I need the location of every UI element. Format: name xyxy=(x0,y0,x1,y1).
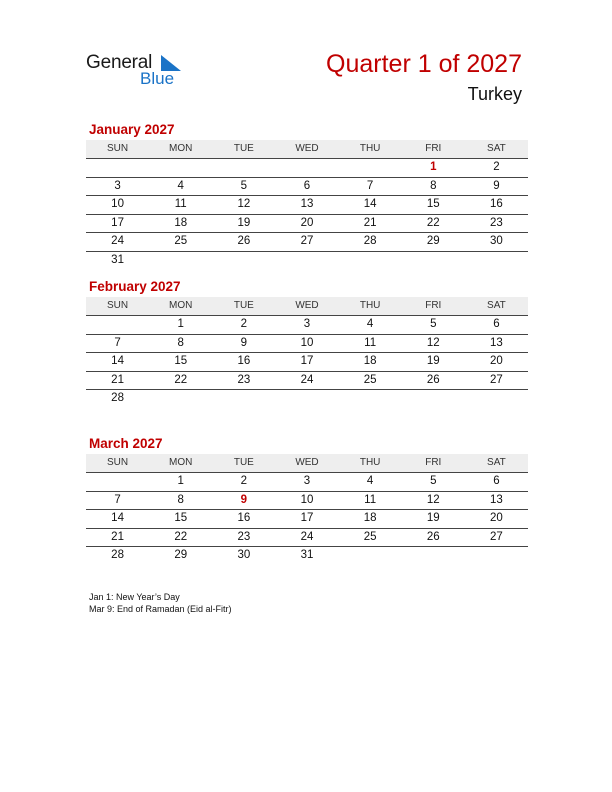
day-cell: 8 xyxy=(430,179,437,192)
day-cell: 19 xyxy=(237,216,251,229)
day-cell: 15 xyxy=(174,355,188,367)
day-cell: 5 xyxy=(240,179,248,192)
weekday-label: THU xyxy=(359,143,381,154)
day-cell: 8 xyxy=(177,336,184,349)
week-row xyxy=(86,196,528,215)
logo xyxy=(86,52,196,92)
month-title: January 2027 xyxy=(89,122,175,137)
day-cell: 7 xyxy=(114,336,121,349)
day-cell: 29 xyxy=(174,549,188,561)
day-cell: 5 xyxy=(430,318,437,330)
month-grid xyxy=(86,140,528,269)
week-row xyxy=(86,178,528,197)
day-cell: 24 xyxy=(300,530,314,543)
day-cell: 1 xyxy=(177,318,184,330)
empty-day-cell xyxy=(149,252,212,270)
empty-day-cell xyxy=(339,390,402,408)
empty-day-cell xyxy=(212,252,275,270)
day-cell: 5 xyxy=(430,475,437,487)
day-cell: 18 xyxy=(363,355,377,367)
day-cell: 1 xyxy=(177,475,184,487)
weekday-label: WED xyxy=(295,457,319,468)
day-cell: 14 xyxy=(111,355,124,367)
week-row xyxy=(86,335,528,354)
month-grid xyxy=(86,297,528,408)
week-row xyxy=(86,372,528,391)
day-cell: 22 xyxy=(174,373,188,386)
day-cell: 19 xyxy=(426,355,440,367)
weekday-label: FRI xyxy=(425,143,442,154)
empty-day-cell xyxy=(465,252,528,270)
empty-day-cell xyxy=(212,390,275,408)
day-cell: 11 xyxy=(364,336,377,349)
empty-day-cell xyxy=(402,252,465,270)
day-cell: 16 xyxy=(237,355,251,367)
day-cell: 12 xyxy=(426,336,440,349)
day-cell: 22 xyxy=(426,216,440,229)
day-cell: 18 xyxy=(174,216,188,229)
day-cell: 7 xyxy=(366,179,374,192)
day-cell: 14 xyxy=(111,512,124,524)
month-title: March 2027 xyxy=(89,436,163,451)
day-cell: 21 xyxy=(363,216,377,229)
empty-day-cell xyxy=(339,252,402,270)
day-cell: 7 xyxy=(114,493,121,506)
weekday-label: WED xyxy=(295,143,319,154)
day-cell: 9 xyxy=(240,336,248,349)
day-cell: 31 xyxy=(111,253,124,266)
day-cell: 27 xyxy=(490,530,503,543)
day-cell: 28 xyxy=(363,235,377,247)
weekday-label: TUE xyxy=(233,457,254,468)
weekday-label: TUE xyxy=(233,143,254,154)
day-cell: 29 xyxy=(426,235,440,247)
day-cell: 24 xyxy=(300,373,314,386)
day-cell: 4 xyxy=(366,318,374,330)
week-row xyxy=(86,492,528,511)
day-cell: 17 xyxy=(300,512,314,524)
day-cell: 10 xyxy=(111,198,124,210)
week-row xyxy=(86,510,528,529)
day-cell: 17 xyxy=(111,216,124,229)
month-block-february xyxy=(86,279,528,408)
logo-word-blue: Blue xyxy=(140,69,175,88)
day-cell: 11 xyxy=(174,198,187,210)
day-cell: 28 xyxy=(111,392,124,404)
day-cell: 13 xyxy=(300,198,314,210)
empty-day-cell xyxy=(339,547,402,565)
day-cell: 3 xyxy=(303,475,311,487)
day-cell: 11 xyxy=(364,493,377,506)
weekday-label: SUN xyxy=(107,300,129,311)
empty-day-cell xyxy=(465,547,528,565)
day-cell: 12 xyxy=(426,493,440,506)
day-cell: 4 xyxy=(366,475,374,487)
day-cell: 23 xyxy=(237,373,251,386)
day-cell: 24 xyxy=(111,235,124,247)
weekday-label: THU xyxy=(359,300,381,311)
empty-day-cell xyxy=(86,473,149,491)
day-cell: 31 xyxy=(300,549,314,561)
week-row xyxy=(86,529,528,548)
day-cell: 9 xyxy=(493,179,500,192)
day-cell: 8 xyxy=(177,493,184,506)
day-cell: 23 xyxy=(237,530,251,543)
day-cell: 18 xyxy=(363,512,377,524)
day-cell: 16 xyxy=(490,198,503,210)
day-cell: 30 xyxy=(237,549,251,561)
day-cell: 25 xyxy=(363,530,377,543)
empty-day-cell xyxy=(339,159,402,177)
day-cell: 26 xyxy=(426,530,440,543)
day-cell: 15 xyxy=(174,512,188,524)
weekday-label: MON xyxy=(169,143,193,154)
day-cell: 20 xyxy=(300,216,314,229)
day-cell: 6 xyxy=(493,318,500,330)
day-cell: 14 xyxy=(363,198,377,210)
weekday-label: SAT xyxy=(487,143,506,154)
day-cell: 25 xyxy=(363,373,377,386)
day-cell: 25 xyxy=(174,235,188,247)
weekday-label: TUE xyxy=(233,300,254,311)
empty-day-cell xyxy=(402,547,465,565)
weekday-header xyxy=(86,454,528,473)
month-grid xyxy=(86,454,528,565)
day-cell: 3 xyxy=(303,318,311,330)
day-cell: 2 xyxy=(240,475,248,487)
day-cell: 20 xyxy=(490,355,503,367)
day-cell: 1 xyxy=(430,161,437,173)
day-cell: 21 xyxy=(111,373,124,386)
day-cell: 28 xyxy=(111,549,124,561)
day-cell: 6 xyxy=(493,475,500,487)
day-cell: 21 xyxy=(111,530,124,543)
weekday-label: MON xyxy=(169,300,193,311)
day-cell: 30 xyxy=(490,235,503,247)
empty-day-cell xyxy=(86,316,149,334)
weekday-label: MON xyxy=(169,457,193,468)
week-row xyxy=(86,473,528,492)
day-cell: 26 xyxy=(237,235,251,247)
weekday-label: FRI xyxy=(425,457,442,468)
day-cell: 17 xyxy=(300,355,314,367)
weekday-label: WED xyxy=(295,300,319,311)
weekday-label: SUN xyxy=(107,457,129,468)
day-cell: 22 xyxy=(174,530,188,543)
empty-day-cell xyxy=(275,159,338,177)
week-row xyxy=(86,390,528,408)
day-cell: 19 xyxy=(426,512,440,524)
day-cell: 27 xyxy=(300,235,314,247)
empty-day-cell xyxy=(275,252,338,270)
weekday-header xyxy=(86,297,528,316)
week-row xyxy=(86,159,528,178)
empty-day-cell xyxy=(212,159,275,177)
day-cell: 4 xyxy=(177,179,184,192)
day-cell: 2 xyxy=(240,318,248,330)
empty-day-cell xyxy=(275,390,338,408)
weekday-header xyxy=(86,140,528,159)
day-cell: 2 xyxy=(493,161,500,173)
country-name: Turkey xyxy=(467,84,522,104)
month-block-january xyxy=(86,122,528,269)
week-row xyxy=(86,233,528,252)
day-cell: 27 xyxy=(490,373,503,386)
empty-day-cell xyxy=(465,390,528,408)
empty-day-cell xyxy=(86,159,149,177)
empty-day-cell xyxy=(149,159,212,177)
logo-word-general: General xyxy=(86,52,153,73)
month-block-march xyxy=(86,436,528,565)
week-row xyxy=(86,215,528,234)
weekday-label: SAT xyxy=(487,300,506,311)
week-row xyxy=(86,252,528,270)
week-row xyxy=(86,547,528,565)
day-cell: 6 xyxy=(303,179,311,192)
week-row xyxy=(86,316,528,335)
day-cell: 16 xyxy=(237,512,251,524)
day-cell: 20 xyxy=(490,512,503,524)
weekday-label: SAT xyxy=(487,457,506,468)
empty-day-cell xyxy=(149,390,212,408)
day-cell: 23 xyxy=(490,216,503,229)
empty-day-cell xyxy=(402,390,465,408)
weekday-label: SUN xyxy=(107,143,129,154)
day-cell: 3 xyxy=(114,179,121,192)
weekday-label: FRI xyxy=(425,300,442,311)
holiday-notes xyxy=(89,591,232,615)
holiday-note: Jan 1: New Year’s Day xyxy=(89,592,180,602)
day-cell: 13 xyxy=(490,336,503,349)
month-title: February 2027 xyxy=(89,279,181,294)
holiday-note: Mar 9: End of Ramadan (Eid al-Fitr) xyxy=(89,604,232,614)
day-cell: 12 xyxy=(237,198,251,210)
day-cell: 10 xyxy=(300,336,314,349)
day-cell: 10 xyxy=(300,493,314,506)
weekday-label: THU xyxy=(359,457,381,468)
day-cell: 13 xyxy=(490,493,503,506)
week-row xyxy=(86,353,528,372)
page-title: Quarter 1 of 2027 xyxy=(326,50,522,78)
day-cell: 9 xyxy=(240,493,248,506)
day-cell: 15 xyxy=(426,198,440,210)
day-cell: 26 xyxy=(426,373,440,386)
